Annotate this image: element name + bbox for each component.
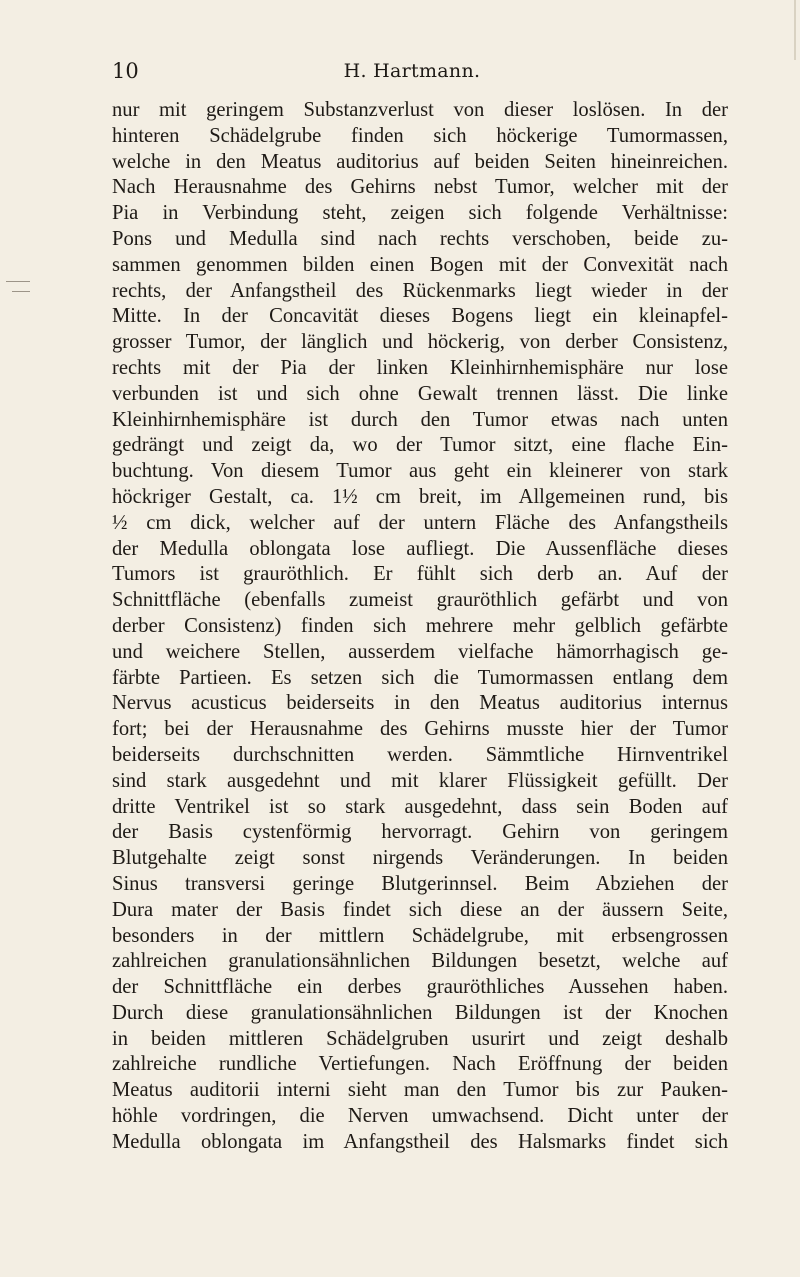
text-line: höhle vordringen, die Nerven umwachsend. Dicht unter der (112, 1105, 728, 1128)
text-line: derber Consistenz) finden sich mehrere mehr gelblich gefärbte (112, 614, 728, 637)
margin-mark (6, 281, 30, 282)
text-line: Kleinhirnhemisphäre ist durch den Tumor etwas nach unten (112, 408, 728, 431)
text-line: buchtung. Von diesem Tumor aus geht ein kleinerer von stark (112, 460, 728, 483)
text-line: höckriger Gestalt, ca. 1½ cm breit, im Allgemeinen rund, bis (112, 485, 728, 508)
text-line: rechts, der Anfangstheil des Rückenmarks liegt wieder in der (112, 279, 728, 302)
text-line: Durch diese granulationsähnlichen Bildungen ist der Knochen (112, 1001, 728, 1024)
text-line: in beiden mittleren Schädelgruben usurirt und zeigt deshalb (112, 1027, 728, 1050)
text-line: besonders in der mittlern Schädelgrube, mit erbsengrossen (112, 924, 728, 947)
text-line: gedrängt und zeigt da, wo der Tumor sitzt, eine flache Ein- (112, 434, 728, 457)
text-line: dritte Ventrikel ist so stark ausgedehnt, dass sein Boden auf (112, 795, 728, 818)
page-edge-mark (794, 0, 796, 60)
text-line: der Medulla oblongata lose aufliegt. Die Aussenfläche dieses (112, 537, 728, 560)
text-line: Schnittfläche (ebenfalls zumeist grauröthlich gefärbt und von (112, 589, 728, 612)
body-text (112, 98, 728, 1156)
text-line: Tumors ist grauröthlich. Er fühlt sich derb an. Auf der (112, 563, 728, 586)
text-line: Pons und Medulla sind nach rechts verschoben, beide zu- (112, 227, 728, 250)
text-line: Dura mater der Basis findet sich diese an der äussern Seite, (112, 898, 728, 921)
text-line: zahlreichen granulationsähnlichen Bildungen besetzt, welche auf (112, 950, 728, 973)
text-line: Meatus auditorii interni sieht man den Tumor bis zur Pauken- (112, 1079, 728, 1102)
text-line: ½ cm dick, welcher auf der untern Fläche des Anfangstheils (112, 511, 728, 534)
page-header (112, 56, 712, 86)
text-line: Nach Herausnahme des Gehirns nebst Tumor, welcher mit der (112, 176, 728, 199)
text-line: verbunden ist und sich ohne Gewalt trennen lässt. Die linke (112, 382, 728, 405)
text-line: Nervus acusticus beiderseits in den Meatus auditorius internus (112, 692, 728, 715)
text-line: welche in den Meatus auditorius auf beiden Seiten hineinreichen. (112, 150, 728, 173)
text-line: färbte Partieen. Es setzen sich die Tumormassen entlang dem (112, 666, 728, 689)
page-number: 10 (112, 59, 139, 83)
margin-mark (12, 291, 30, 292)
text-line: beiderseits durchschnitten werden. Sämmtliche Hirnventrikel (112, 743, 728, 766)
text-line: rechts mit der Pia der linken Kleinhirnhemisphäre nur lose (112, 356, 728, 379)
text-line: grosser Tumor, der länglich und höckerig, von derber Consistenz, (112, 331, 728, 354)
text-line: hinteren Schädelgrube finden sich höckerige Tumormassen, (112, 124, 728, 147)
text-line: der Basis cystenförmig hervorragt. Gehirn von geringem (112, 821, 728, 844)
text-line: der Schnittfläche ein derbes grauröthliches Aussehen haben. (112, 976, 728, 999)
text-line: Pia in Verbindung steht, zeigen sich folgende Verhältnisse: (112, 202, 728, 225)
text-line: und weichere Stellen, ausserdem vielfache hämorrhagisch ge- (112, 640, 728, 663)
text-line: nur mit geringem Substanzverlust von dieser loslösen. In der (112, 99, 728, 121)
text-line: fort; bei der Herausnahme des Gehirns musste hier der Tumor (112, 718, 728, 741)
text-line: Sinus transversi geringe Blutgerinnsel. Beim Abziehen der (112, 872, 728, 895)
text-line: Blutgehalte zeigt sonst nirgends Veränderungen. In beiden (112, 847, 728, 870)
text-line: sind stark ausgedehnt und mit klarer Flüssigkeit gefüllt. Der (112, 769, 728, 792)
text-line: sammen genommen bilden einen Bogen mit der Convexität nach (112, 253, 728, 276)
text-line: Medulla oblongata im Anfangstheil des Halsmarks findet sich (112, 1130, 728, 1153)
text-line: Mitte. In der Concavität dieses Bogens liegt ein kleinapfel- (112, 305, 728, 328)
text-line: zahlreiche rundliche Vertiefungen. Nach Eröffnung der beiden (112, 1053, 728, 1076)
running-head: H. Hartmann. (343, 60, 481, 82)
